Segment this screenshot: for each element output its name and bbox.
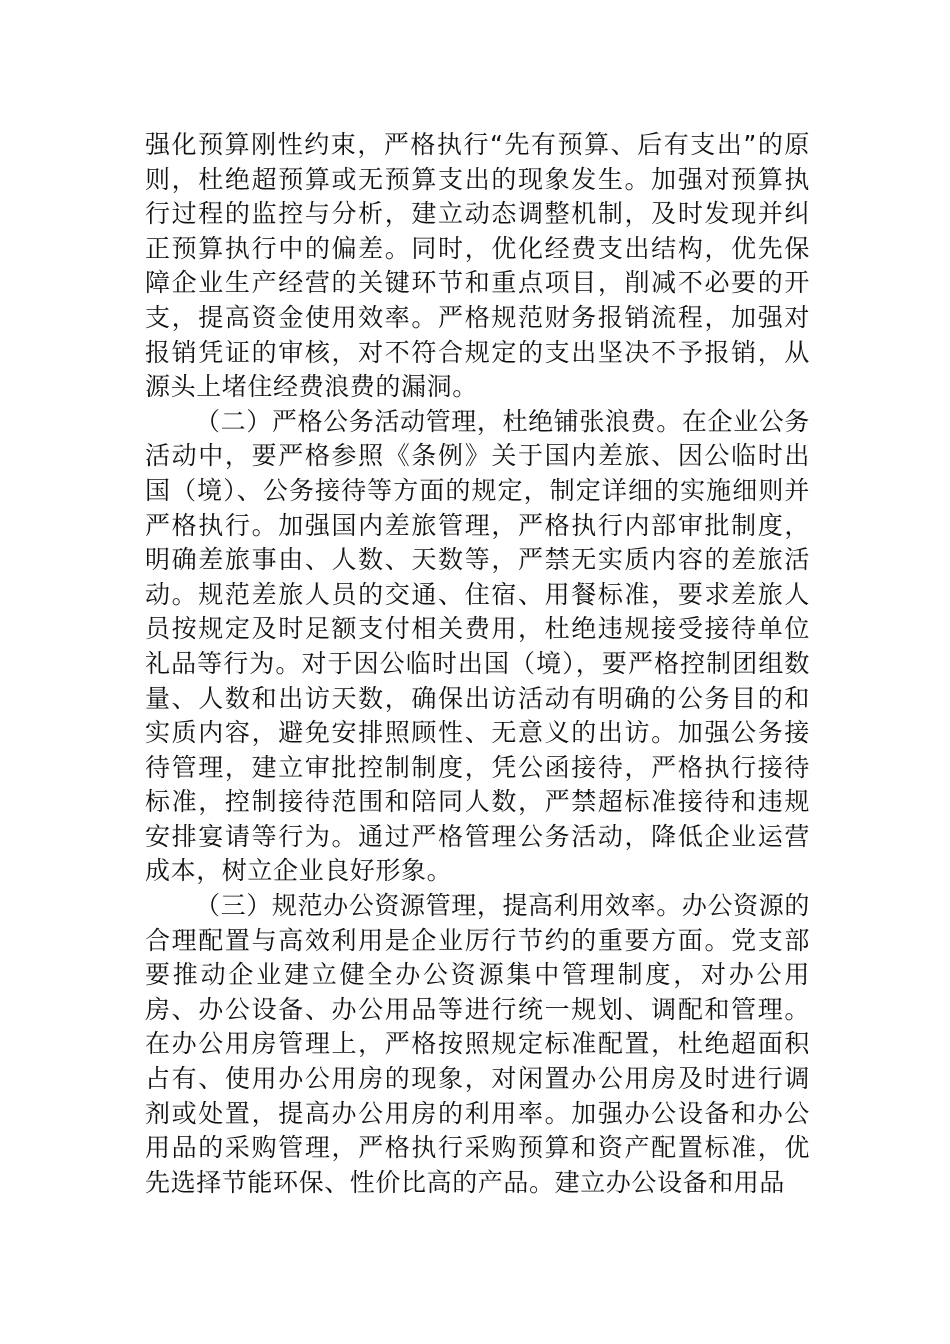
- paragraph-budget: 强化预算刚性约束，严格执行“先有预算、后有支出”的原则，杜绝超预算或无预算支出的现象发生。加强对预算执行过程的监控与分析，建立动态调整机制，及时发现并纠正预算执行中的偏差。同时，优化经费支出结构，优先保障企业生产经营的关键环节和重点项目，削减不必要的开支，提高资金使用效率。严格规范财务报销流程，加强对报销凭证的审核，对不符合规定的支出坚决不予报销，从源头上堵住经费浪费的漏洞。: [145, 130, 810, 402]
- paragraph-official-activities: （二）严格公务活动管理，杜绝铺张浪费。在企业公务活动中，要严格参照《条例》关于国内差旅、因公临时出国（境）、公务接待等方面的规定，制定详细的实施细则并严格执行。加强国内差旅管理，严格执行内部审批制度，明确差旅事由、人数、天数等，严禁无实质内容的差旅活动。规范差旅人员的交通、住宿、用餐标准，要求差旅人员按规定及时足额支付相关费用，杜绝违规接受接待单位礼品等行为。对于因公临时出国（境），要严格控制团组数量、人数和出访天数，确保出访活动有明确的公务目的和实质内容，避免安排照顾性、无意义的出访。加强公务接待管理，建立审批控制制度，凭公函接待，严格执行接待标准，控制接待范围和陪同人数，严禁超标准接待和违规安排宴请等行为。通过严格管理公务活动，降低企业运营成本，树立企业良好形象。: [145, 406, 810, 886]
- paragraph-office-resources: （三）规范办公资源管理，提高利用效率。办公资源的合理配置与高效利用是企业厉行节约的重要方面。党支部要推动企业建立健全办公资源集中管理制度，对办公用房、办公设备、办公用品等进行统一规划、调配和管理。在办公用房管理上，严格按照规定标准配置，杜绝超面积占有、使用办公用房的现象，对闲置办公用房及时进行调剂或处置，提高办公用房的利用率。加强办公设备和办公用品的采购管理，严格执行采购预算和资产配置标准，优先选择节能环保、性价比高的产品。建立办公设备和用品: [145, 891, 810, 1197]
- document-body: [145, 128, 810, 1200]
